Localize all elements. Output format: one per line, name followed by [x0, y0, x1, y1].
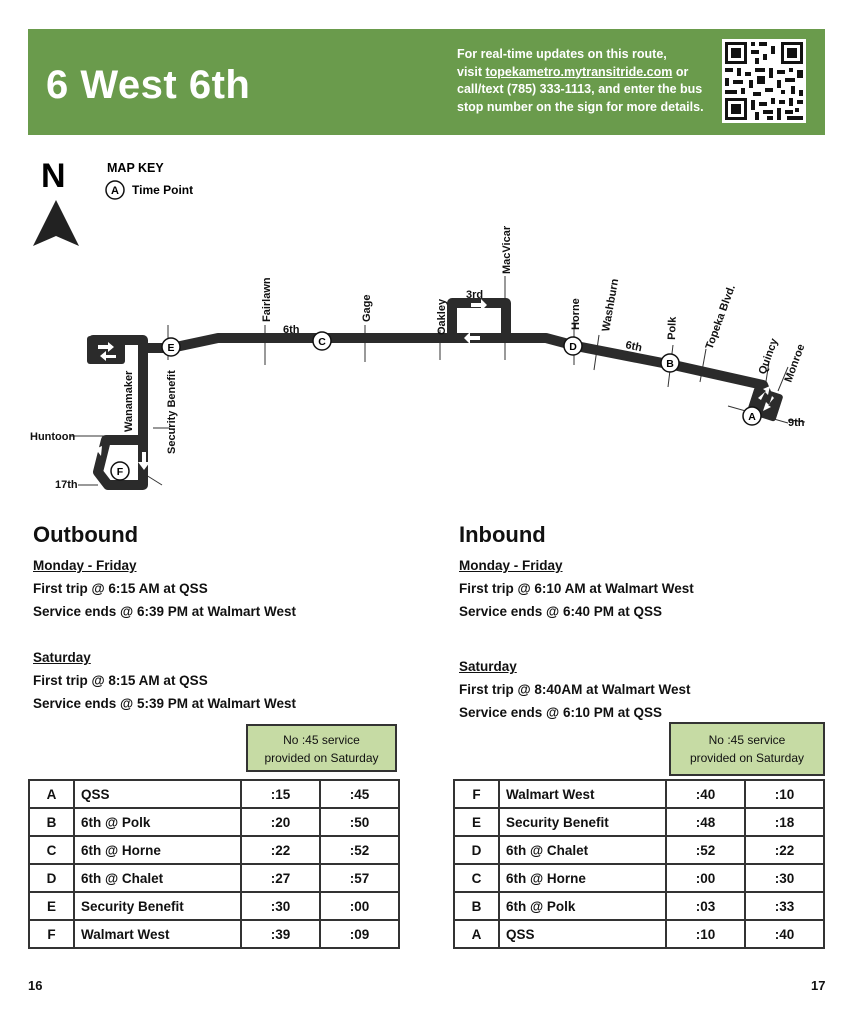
stop-name: 6th @ Chalet — [499, 836, 666, 864]
departure-time: :09 — [320, 920, 399, 948]
outbound-service-info — [33, 554, 296, 715]
table-row — [29, 892, 399, 920]
inbound-note-line-2: provided on Saturday — [689, 751, 805, 765]
timepoint-code: C — [454, 864, 499, 892]
inbound-saturday-end: Service ends @ 6:10 PM at QSS — [459, 705, 663, 720]
departure-time: :22 — [745, 836, 824, 864]
departure-time: :18 — [745, 808, 824, 836]
street-6th-west: 6th — [283, 324, 300, 336]
timepoint-code: E — [454, 808, 499, 836]
stop-name: 6th @ Chalet — [74, 864, 241, 892]
time-point-d-label: C — [318, 336, 326, 348]
map-key-label: Time Point — [132, 183, 194, 197]
departure-time: :10 — [666, 920, 745, 948]
inbound-saturday-first: First trip @ 8:40AM at Walmart West — [459, 682, 691, 697]
departure-time: :15 — [241, 780, 320, 808]
street-horne: Horne — [570, 298, 582, 330]
realtime-visit-text: visit — [457, 64, 486, 79]
street-9th: 9th — [788, 417, 805, 429]
time-point-c-label: D — [569, 341, 577, 353]
timepoint-code: B — [29, 808, 74, 836]
departure-time: :52 — [320, 836, 399, 864]
stop-name: 6th @ Polk — [499, 892, 666, 920]
departure-time: :52 — [666, 836, 745, 864]
street-huntoon: Huntoon — [30, 431, 76, 443]
stop-name: QSS — [499, 920, 666, 948]
street-gage: Gage — [361, 294, 373, 322]
stop-name: 6th @ Polk — [74, 808, 241, 836]
table-row — [454, 864, 824, 892]
departure-time: :40 — [666, 780, 745, 808]
route-title: 6 West 6th — [46, 63, 251, 107]
street-macvicar: MacVicar — [501, 225, 513, 274]
street-17th: 17th — [55, 479, 78, 491]
street-oakley: Oakley — [436, 298, 448, 335]
outbound-note-line-1: No :45 service — [283, 733, 360, 747]
departure-time: :00 — [666, 864, 745, 892]
realtime-line-3: call/text (785) 333-1113, and enter the bus — [457, 82, 703, 96]
outbound-saturday-note — [246, 724, 397, 772]
timepoint-code: D — [454, 836, 499, 864]
stop-name: Security Benefit — [74, 892, 241, 920]
inbound-timetable — [453, 779, 825, 949]
timepoint-code: D — [29, 864, 74, 892]
stop-name: Walmart West — [499, 780, 666, 808]
table-row — [454, 808, 824, 836]
departure-time: :33 — [745, 892, 824, 920]
time-point-f-label: F — [116, 466, 124, 478]
outbound-saturday-label: Saturday — [33, 650, 91, 665]
departure-time: :50 — [320, 808, 399, 836]
departure-time: :10 — [745, 780, 824, 808]
street-quincy: Quincy — [756, 336, 781, 377]
map-key-title: MAP KEY — [107, 161, 164, 175]
stop-name: 6th @ Horne — [499, 864, 666, 892]
departure-time: :22 — [241, 836, 320, 864]
timepoint-code: B — [454, 892, 499, 920]
table-row — [29, 864, 399, 892]
table-row — [454, 780, 824, 808]
stop-name: Walmart West — [74, 920, 241, 948]
timepoint-code: F — [29, 920, 74, 948]
timepoint-code: C — [29, 836, 74, 864]
realtime-line-1: For real-time updates on this route, — [457, 47, 667, 61]
table-row — [454, 892, 824, 920]
table-row — [454, 920, 824, 948]
table-row — [29, 808, 399, 836]
outbound-weekday-label: Monday - Friday — [33, 558, 137, 573]
outbound-timetable — [28, 779, 400, 949]
stop-name: Security Benefit — [499, 808, 666, 836]
departure-time: :20 — [241, 808, 320, 836]
time-point-a-label: A — [748, 411, 756, 423]
departure-time: :00 — [320, 892, 399, 920]
table-row — [29, 920, 399, 948]
outbound-saturday-end: Service ends @ 5:39 PM at Walmart West — [33, 696, 297, 711]
street-3rd: 3rd — [466, 289, 484, 301]
timepoint-code: A — [29, 780, 74, 808]
outbound-weekday-end: Service ends @ 6:39 PM at Walmart West — [33, 604, 297, 619]
outbound-weekday-first: First trip @ 6:15 AM at QSS — [33, 581, 208, 596]
street-washburn: Washburn — [600, 277, 622, 333]
street-polk: Polk — [666, 316, 679, 341]
map-key-symbol: A — [111, 185, 119, 197]
street-6th-east: 6th — [624, 339, 644, 355]
route-header — [28, 29, 825, 135]
outbound-saturday-first: First trip @ 8:15 AM at QSS — [33, 673, 208, 688]
departure-time: :03 — [666, 892, 745, 920]
street-monroe: Monroe — [782, 342, 808, 385]
qr-code-icon[interactable] — [722, 39, 806, 123]
realtime-line-4: stop number on the sign for more details. — [457, 99, 704, 114]
departure-time: :45 — [320, 780, 399, 808]
inbound-title: Inbound — [459, 522, 546, 547]
outbound-title: Outbound — [33, 522, 139, 547]
timepoint-code: F — [454, 780, 499, 808]
inbound-service-info — [459, 554, 694, 724]
departure-time: :39 — [241, 920, 320, 948]
street-fairlawn: Fairlawn — [261, 277, 273, 322]
time-point-e-label: E — [167, 342, 175, 354]
north-arrow-icon — [33, 200, 79, 246]
departure-time: :30 — [745, 864, 824, 892]
departure-time: :27 — [241, 864, 320, 892]
page-number-right: 17 — [811, 978, 826, 993]
timepoint-code: A — [454, 920, 499, 948]
street-topeka-blvd: Topeka Blvd. — [703, 283, 738, 352]
table-row — [454, 836, 824, 864]
timepoint-code: E — [29, 892, 74, 920]
inbound-saturday-label: Saturday — [459, 659, 517, 674]
inbound-saturday-note — [669, 722, 825, 776]
departure-time: :30 — [241, 892, 320, 920]
north-label: N — [41, 157, 66, 195]
stop-name: 6th @ Horne — [74, 836, 241, 864]
departure-time: :48 — [666, 808, 745, 836]
outbound-note-line-2: provided on Saturday — [264, 751, 379, 765]
inbound-weekday-label: Monday - Friday — [459, 558, 563, 573]
table-row — [29, 780, 399, 808]
inbound-note-line-1: No :45 service — [708, 733, 786, 747]
page-number-left: 16 — [28, 978, 43, 993]
departure-time: :57 — [320, 864, 399, 892]
street-wanamaker: Wanamaker — [123, 370, 135, 432]
departure-time: :40 — [745, 920, 824, 948]
realtime-line-2 — [457, 64, 727, 82]
realtime-info — [457, 46, 727, 116]
stop-name: QSS — [74, 780, 241, 808]
realtime-url-link[interactable]: topekametro.mytransitride.com — [485, 64, 673, 79]
realtime-or-text: or — [672, 64, 689, 79]
time-point-b-label: B — [666, 358, 674, 370]
route-map — [28, 150, 828, 495]
table-row — [29, 836, 399, 864]
inbound-weekday-first: First trip @ 6:10 AM at Walmart West — [459, 581, 694, 596]
inbound-weekday-end: Service ends @ 6:40 PM at QSS — [459, 604, 663, 619]
street-security-benefit: Security Benefit — [166, 370, 178, 454]
